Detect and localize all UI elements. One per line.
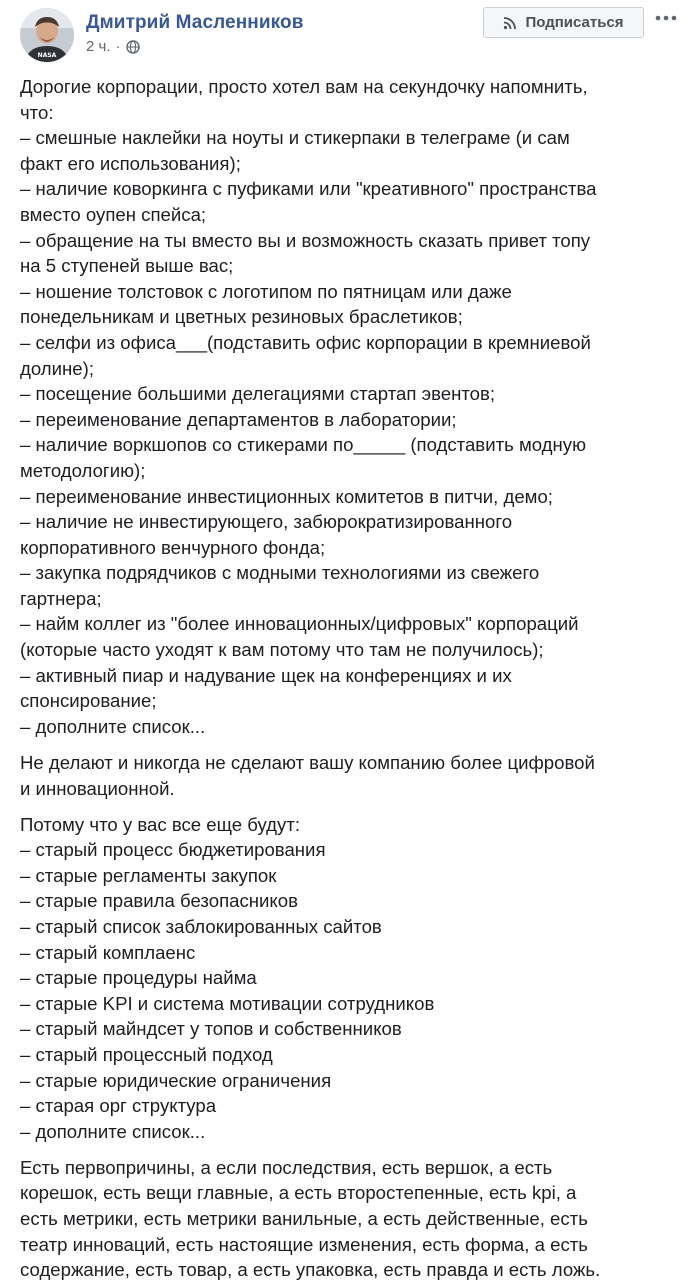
- post-text-line: на 5 ступеней выше вас;: [20, 255, 234, 277]
- post-paragraph: [20, 812, 680, 1145]
- post-text-line: вместо оупен спейса;: [20, 203, 207, 225]
- post-paragraph: [20, 74, 680, 739]
- post-text-line: – старый список заблокированных сайтов: [20, 916, 382, 937]
- post-text-line: – посещение большими делегациями стартап эвентов;: [20, 383, 496, 405]
- post-paragraph: [20, 750, 680, 801]
- post-header: [0, 0, 693, 70]
- post-timestamp-link[interactable]: 2 ч.: [86, 38, 111, 55]
- post-text-line: – старые регламенты закупок: [20, 864, 277, 886]
- globe-icon[interactable]: [126, 40, 140, 54]
- more-dots-icon: [654, 14, 678, 22]
- post-text-line: – старый процессный подход: [20, 1043, 273, 1065]
- post-text-line: и инновационной.: [20, 777, 175, 799]
- post-text-line: – старые правила безопасников: [20, 890, 298, 912]
- post-text-line: есть метрики, есть метрики ванильные, а есть действенные, есть: [20, 1208, 588, 1230]
- author-avatar[interactable]: [20, 8, 74, 62]
- post-text-line: спонсирование;: [20, 690, 157, 712]
- post-text-line: долине);: [20, 357, 94, 379]
- avatar-photo-icon: [20, 8, 74, 62]
- post-text-line: – дополните список...: [20, 1120, 206, 1142]
- post-text-line: (которые часто уходят к вам потому что там не получилось);: [20, 639, 544, 661]
- post-text-line: – обращение на ты вместо вы и возможность сказать привет топу: [20, 229, 591, 251]
- post-text-line: – закупка подрядчиков с модными технологиями из свежего: [20, 562, 540, 584]
- post-text-line: – старые KPI и система мотивации сотрудников: [20, 992, 435, 1014]
- post-text-line: факт его использования);: [20, 152, 241, 174]
- post-text-line: – дополните список...: [20, 715, 206, 737]
- post-text-line: – селфи из офиса___(подставить офис корпорации в кремниевой: [20, 331, 591, 353]
- post-text-line: Потому что у вас все еще будут:: [20, 813, 300, 835]
- post-text-line: – найм коллег из "более инновационных/цифровых" корпораций: [20, 613, 579, 635]
- post-text-line: – переименование департаментов в лаборатории;: [20, 408, 457, 430]
- rss-icon: [503, 16, 517, 30]
- meta-separator: ·: [115, 38, 121, 55]
- author-name-link[interactable]: Дмитрий Масленников: [86, 12, 304, 33]
- post-text-line: – наличие воркшопов со стикерами по_____ (подставить модную: [20, 434, 587, 456]
- post-text-line: – старый процесс бюджетирования: [20, 839, 326, 861]
- post-text-line: методологию);: [20, 459, 146, 481]
- post-text-line: театр инноваций, есть настоящие изменения, есть форма, а есть: [20, 1233, 588, 1255]
- post-text-line: – старые юридические ограничения: [20, 1069, 332, 1091]
- more-options-button[interactable]: [650, 4, 682, 32]
- follow-button[interactable]: [483, 7, 644, 38]
- post-text-line: – старый комплаенс: [20, 941, 196, 963]
- post-text-line: Есть первопричины, а если последствия, есть вершок, а есть: [20, 1156, 553, 1178]
- svg-text:NASA: NASA: [37, 52, 57, 59]
- post-text-line: – наличие коворкинга с пуфиками или "креативного" пространства: [20, 178, 597, 200]
- post-text-line: что:: [20, 101, 54, 123]
- post-text-line: гартнера;: [20, 587, 102, 609]
- post-meta: [86, 38, 140, 55]
- post-text-line: – старая орг структура: [20, 1095, 217, 1117]
- post-text-line: Не делают и никогда не сделают вашу компанию более цифровой: [20, 751, 595, 773]
- post-text-line: Дорогие корпорации, просто хотел вам на секундочку напомнить,: [20, 76, 588, 97]
- post-text-line: корешок, есть вещи главные, а есть второстепенные, есть kpi, а: [20, 1182, 577, 1204]
- post-text-line: содержание, есть товар, а есть упаковка, есть правда и есть ложь.: [20, 1259, 601, 1280]
- post-text-line: – смешные наклейки на ноуты и стикерпаки в телеграме (и сам: [20, 127, 570, 149]
- post-paragraph: [20, 1155, 680, 1280]
- post-text-line: – старый майндсет у топов и собственников: [20, 1018, 402, 1040]
- post-text-line: – активный пиар и надувание щек на конференциях и их: [20, 664, 512, 686]
- post-text-line: – ношение толстовок с логотипом по пятницам или даже: [20, 280, 512, 302]
- post-text-line: – переименование инвестиционных комитетов в питчи, демо;: [20, 485, 553, 507]
- post-text-line: – наличие не инвестирующего, забюрократизированного: [20, 511, 513, 533]
- post-text-line: понедельникам и цветных резиновых браслетиков;: [20, 306, 463, 328]
- follow-button-label: Подписаться: [525, 14, 624, 31]
- post-text-line: – старые процедуры найма: [20, 967, 257, 989]
- post-text-line: корпоративного венчурного фонда;: [20, 536, 326, 558]
- post-text: [20, 74, 680, 1280]
